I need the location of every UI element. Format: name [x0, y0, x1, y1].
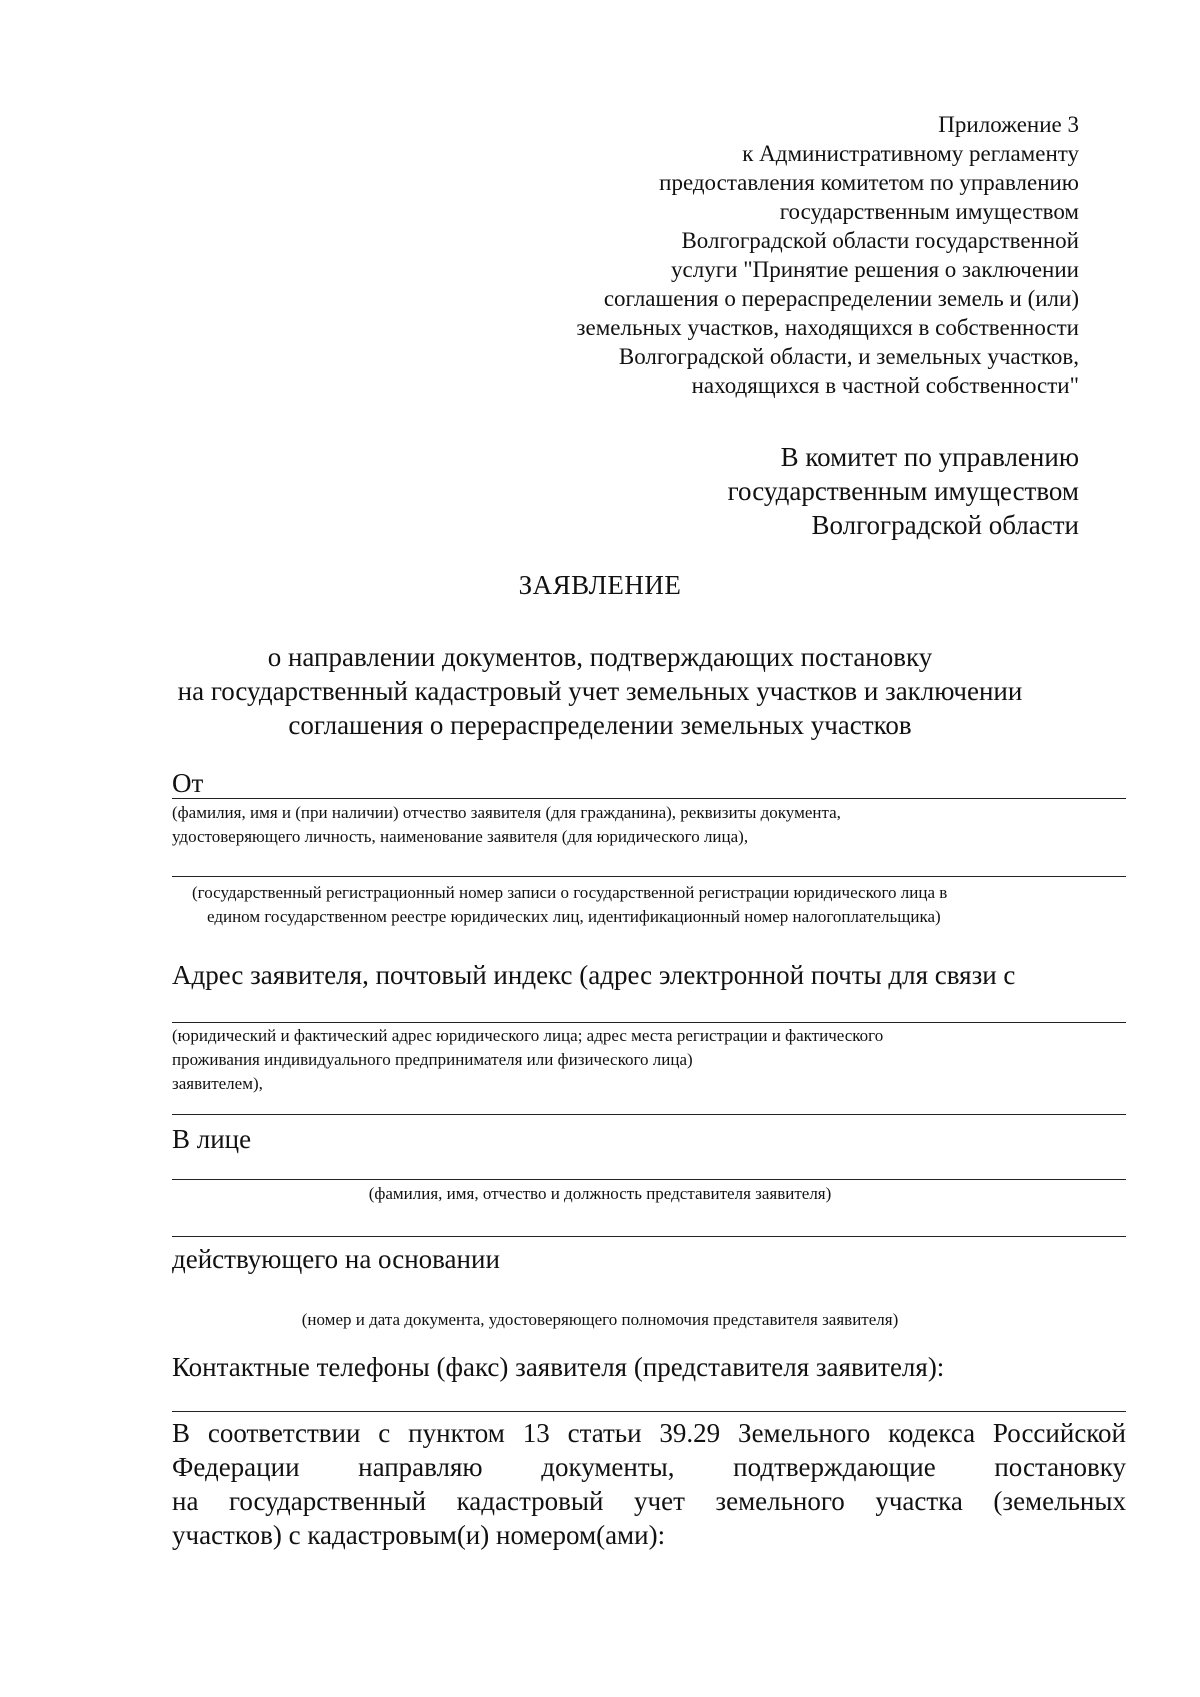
address-field-line-2[interactable] [172, 1114, 1126, 1115]
basis-label: действующего на основании [172, 1244, 500, 1274]
addressee-block [728, 440, 1079, 542]
subtitle-line: о направлении документов, подтверждающих постановку [267, 642, 933, 672]
appendix-line: предоставления комитетом по управлению [659, 170, 1079, 195]
appendix-line: услуги "Принятие решения о заключении [671, 257, 1079, 282]
from-hint-line: удостоверяющего личность, наименование заявителя (для юридического лица), [172, 827, 749, 846]
address-hint-line: (юридический и фактический адрес юридического лица; адрес места регистрации и фактического [172, 1026, 884, 1045]
appendix-line: Приложение 3 [938, 112, 1079, 137]
contacts-field-line[interactable] [172, 1411, 1126, 1412]
from-field-line[interactable] [172, 798, 1126, 799]
subtitle-line: соглашения о перераспределении земельных участков [288, 710, 912, 740]
from-field-line-2[interactable] [172, 876, 1126, 877]
addressee-line: В комитет по управлению [780, 442, 1079, 472]
paragraph-line: участков) с кадастровым(и) номером(ами): [172, 1520, 666, 1550]
appendix-line: государственным имуществом [779, 199, 1079, 224]
contacts-label: Контактные телефоны (факс) заявителя (представителя заявителя): [172, 1352, 945, 1382]
appendix-line: земельных участков, находящихся в собственности [576, 315, 1079, 340]
appendix-header [459, 110, 1079, 400]
appendix-line: находящихся в частной собственности" [691, 373, 1079, 398]
document-subtitle [0, 640, 1200, 742]
from-hint2-line: (государственный регистрационный номер записи о государственной регистрации юридического лица в [192, 883, 948, 902]
representative-hint: (фамилия, имя, отчество и должность представителя заявителя) [368, 1184, 832, 1203]
paragraph-line: В соответствии с пунктом 13 статьи 39.29 Земельного кодекса Российской [172, 1418, 1126, 1448]
appendix-line: Волгоградской области, и земельных участков, [618, 344, 1079, 369]
appendix-line: к Административному регламенту [742, 141, 1079, 166]
representative-field-line[interactable] [172, 1179, 1126, 1180]
basis-hint: (номер и дата документа, удостоверяющего полномочия представителя заявителя) [301, 1310, 899, 1329]
paragraph-line: на государственный кадастровый учет земельного участка (земельных [172, 1486, 1126, 1516]
addressee-line: Волгоградской области [811, 510, 1079, 540]
appendix-line: Волгоградской области государственной [681, 228, 1079, 253]
document-title: ЗАЯВЛЕНИЕ [518, 570, 682, 600]
address-hint-line: проживания индивидуального предпринимателя или физического лица) [172, 1050, 693, 1069]
paragraph-line: Федерации направляю документы, подтверждающие постановку [172, 1452, 1126, 1482]
from-hint2-line: едином государственном реестре юридических лиц, идентификационный номер налогоплательщика) [207, 907, 941, 926]
from-label: От [172, 768, 204, 798]
address-label: Адрес заявителя, почтовый индекс (адрес электронной почты для связи с [172, 960, 1016, 990]
addressee-line: государственным имуществом [727, 476, 1079, 506]
main-paragraph [172, 1416, 1126, 1552]
from-hint-line: (фамилия, имя и (при наличии) отчество заявителя (для гражданина), реквизиты документа, [172, 803, 841, 822]
address-hint-line: заявителем), [172, 1074, 263, 1093]
representative-label: В лице [172, 1124, 252, 1154]
basis-field-line[interactable] [172, 1236, 1126, 1237]
appendix-line: соглашения о перераспределении земель и (или) [603, 286, 1079, 311]
subtitle-line: на государственный кадастровый учет земельных участков и заключении [177, 676, 1023, 706]
address-field-line[interactable] [172, 1022, 1126, 1023]
